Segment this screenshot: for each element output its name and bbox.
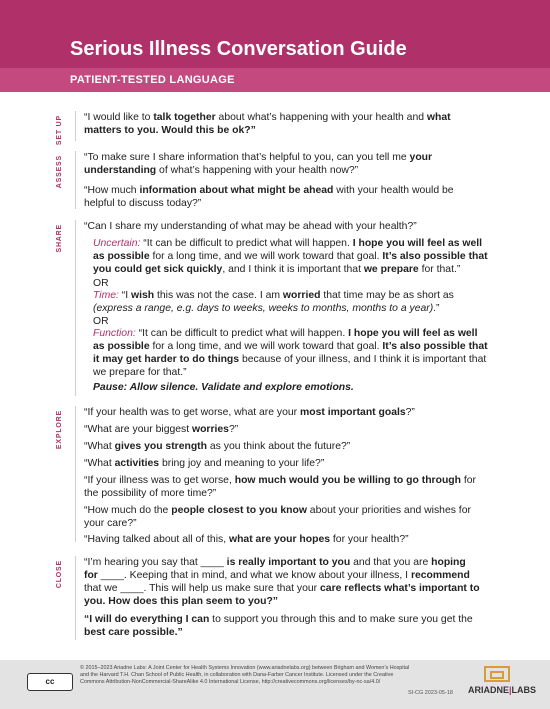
- text: .”: [433, 303, 440, 314]
- text: what are your hopes: [228, 534, 331, 545]
- text: that we ____. This will help us make sure that your: [84, 583, 321, 594]
- logo-text: LABS: [511, 685, 537, 695]
- or-separator: OR: [93, 316, 109, 327]
- text: about what’s happening with your health and: [215, 112, 427, 123]
- section-divider: [75, 151, 76, 209]
- text: It’s also possible that it may get harder to do things: [93, 341, 488, 365]
- text: “How much do the: [84, 505, 172, 516]
- logo-separator: |: [509, 685, 512, 695]
- text: recommend: [410, 570, 470, 581]
- text: for a long time, and we will work toward that goal.: [149, 341, 383, 352]
- pause-instruction: [84, 381, 491, 394]
- explore-prompt-strength: [84, 440, 482, 453]
- text: this was not the case. I am: [154, 290, 283, 301]
- text: “What: [84, 458, 115, 469]
- section-label-close: CLOSE: [56, 560, 63, 589]
- text: about your priorities and wishes for your care?”: [84, 505, 471, 529]
- text: and that you are: [350, 557, 432, 568]
- text: “To make sure I share information that’s helpful to you, can you tell me: [84, 152, 410, 163]
- text: ?”: [228, 424, 239, 435]
- text: your understanding: [84, 152, 433, 176]
- assess-prompt-information: [84, 184, 482, 210]
- page-subtitle: PATIENT-TESTED LANGUAGE: [70, 74, 235, 86]
- section-label-setup: SET UP: [56, 115, 63, 146]
- text: for that.”: [418, 264, 461, 275]
- text: “I: [118, 290, 132, 301]
- text: of what’s happening with your health now?”: [156, 165, 359, 176]
- text: is really important to you: [223, 557, 351, 568]
- text: “I will do everything I can: [84, 614, 210, 625]
- text: “Having talked about all of this,: [84, 534, 229, 545]
- text: I hope you will feel as well as possible: [93, 238, 483, 262]
- text: to support you through this and to make sure you get the: [209, 614, 473, 625]
- close-recommendation: [84, 556, 482, 608]
- text: Pause: Allow silence. Validate and explore emotions.: [93, 382, 354, 393]
- share-uncertain-option: [84, 237, 491, 276]
- ariadne-labs-logo: [468, 685, 536, 695]
- text: “If your illness was to get worse,: [84, 475, 235, 486]
- text: “What are your biggest: [84, 424, 192, 435]
- share-prompt: [84, 220, 482, 233]
- text: how much would you be willing to go through: [234, 475, 461, 486]
- logo-text: ARIADNE: [468, 685, 510, 695]
- text: best care possible.”: [84, 627, 183, 638]
- text: “It can be difficult to predict what will happen.: [140, 238, 353, 249]
- text: wish: [131, 290, 155, 301]
- text: “If your health was to get worse, what are your: [84, 407, 300, 418]
- text: “It can be difficult to predict what will happen.: [135, 328, 349, 339]
- option-label: Function:: [93, 328, 136, 339]
- text: I hope you will feel as well as possible: [93, 328, 478, 352]
- text: what matters to you. Would this be ok?”: [84, 112, 451, 136]
- setup-prompt: [84, 111, 482, 137]
- option-label: Time:: [93, 290, 119, 301]
- page-title: Serious Illness Conversation Guide: [70, 38, 407, 60]
- explore-prompt-goals: [84, 406, 482, 419]
- explore-prompt-tradeoffs: [84, 474, 482, 500]
- assess-prompt-understanding: [84, 151, 482, 177]
- text: (express a range, e.g. days to weeks, weeks to months, months to a year): [93, 303, 434, 314]
- close-commitment: [84, 613, 482, 639]
- text: ____. Keeping that in mind, and what we know about your illness, I: [97, 570, 411, 581]
- document-code: SI-CG 2023-05-18: [408, 690, 453, 696]
- section-label-share: SHARE: [56, 224, 63, 253]
- explore-prompt-activities: [84, 457, 482, 470]
- text: gives you strength: [114, 441, 207, 452]
- section-label-explore: EXPLORE: [56, 410, 63, 450]
- text: “How much: [84, 185, 140, 196]
- explore-prompt-family: [84, 504, 482, 530]
- text: with your health would be helpful to discuss today?”: [84, 185, 454, 209]
- text: worried: [282, 290, 321, 301]
- share-time-option: [84, 289, 491, 315]
- creative-commons-icon: cc: [27, 673, 73, 691]
- section-label-assess: ASSESS: [56, 155, 63, 189]
- explore-prompt-hopes: [84, 533, 482, 546]
- text: information about what might be ahead: [139, 185, 334, 196]
- option-label: Uncertain:: [93, 238, 141, 249]
- text: “Can I share my understanding of what may be ahead with your health?”: [84, 221, 417, 232]
- share-function-option: [84, 327, 491, 379]
- subtitle-band: [0, 68, 550, 92]
- text: hoping for: [84, 557, 466, 581]
- text: “I’m hearing you say that: [84, 557, 201, 568]
- text: people closest to you know: [171, 505, 307, 516]
- text: most important goals: [300, 407, 406, 418]
- blank: ____: [200, 557, 224, 568]
- ariadne-logo-icon: [484, 666, 510, 682]
- text: for your health?”: [330, 534, 409, 545]
- text: for a long time, and we will work toward that goal.: [149, 251, 383, 262]
- text: , and I think it is important that: [222, 264, 364, 275]
- section-divider: [75, 220, 76, 396]
- section-divider: [75, 111, 76, 141]
- text: as you think about the future?”: [207, 441, 351, 452]
- section-divider: [75, 406, 76, 542]
- text: that time may be as short as: [320, 290, 454, 301]
- text: talk together: [153, 112, 216, 123]
- text: for the possibility of more time?”: [84, 475, 477, 499]
- text: activities: [114, 458, 160, 469]
- text: It’s also possible that you could get sick quickly: [93, 251, 488, 275]
- section-divider: [75, 556, 76, 640]
- license-text: © 2015–2023 Ariadne Labs: A Joint Center for Health Systems Innovation (www.ariadnelabs.org) between Brigham and Women’s Hospital and the Harvard T.H. Chan School of Public Health, in collaboration with Dana-Farber Cancer Institute. Licensed under the Creative Commons Attribution-NonCommercial-ShareAlike 4.0 International License, http://creativecommons.org/licenses/by-nc-sa/4.0/: [80, 665, 410, 685]
- text: ?”: [405, 407, 415, 418]
- text: we prepare: [363, 264, 419, 275]
- text: because of your illness, and I think it is important that we prepare for that.”: [93, 354, 487, 378]
- or-separator: OR: [93, 278, 109, 289]
- text: “I would like to: [84, 112, 154, 123]
- text: “What: [84, 441, 115, 452]
- text: bring joy and meaning to your life?”: [159, 458, 325, 469]
- text: worries: [192, 424, 229, 435]
- text: care reflects what’s important to you. How does this plan seem to you?”: [84, 583, 480, 607]
- explore-prompt-worries: [84, 423, 482, 436]
